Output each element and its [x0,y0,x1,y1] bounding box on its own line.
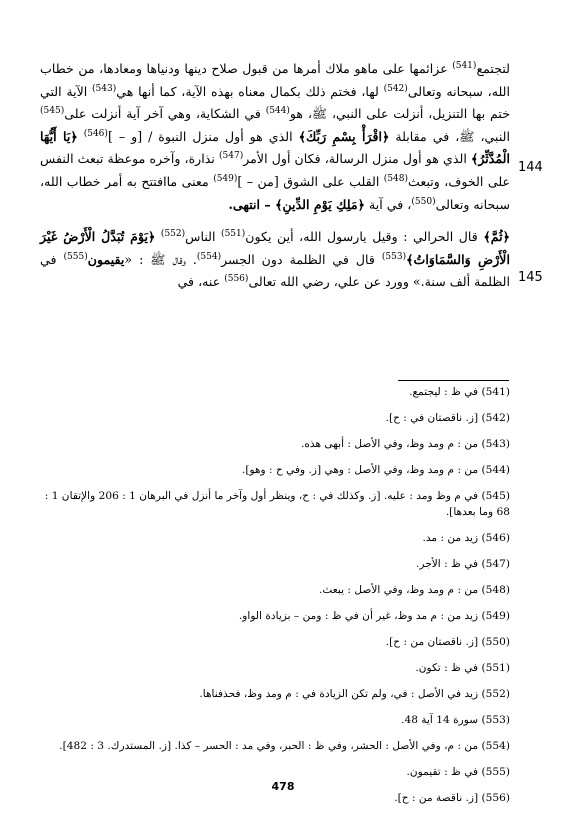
text-run: معنى ماافتتح به أمر خطاب الله، سبحانه وتعالى [40,173,510,212]
text-run: النبي، ﷺ، في مقابلة [389,128,510,144]
footnotes-list [40,384,510,816]
footnote-ref: (544) [265,106,290,116]
paragraph-145 [40,226,510,294]
footnote-item: (548) من : م ومد وظ، وفي الأصل : يبعث. [319,584,510,596]
footnote-ref: (555) [63,251,88,262]
footnote-ref: (549) [213,173,238,184]
paragraph-143-continued [40,58,510,216]
margin-number-144: 144 [518,160,543,175]
footnote-ref: (550) [411,196,436,207]
text-run: ، في آية [365,196,412,212]
footnote-ref: (552) [160,228,186,239]
text-run: لها، فختم ذلك بكمال معناه بهذه الآية، كما أنها هي [116,83,384,99]
quran-quote: ﴿ثُمَّ﴾ [483,229,510,245]
footnote-ref: (556) [224,274,249,285]
footnote-item: (555) في ظ : تقيمون. [406,766,510,778]
footnote-item: (543) من : م ومد وظ، وفي الأصل : أبهى هذه. [301,438,510,450]
text-run: الناس [185,229,222,245]
footnote-item: (546) زيد من : مد. [422,532,510,544]
text-run: قال في الظلمة دون الجسر [221,251,382,267]
text-run: الآية التي ختم بها التنزيل، أنزلت على النبي، ﷺ، هو [40,83,510,122]
footnote-ref: (548) [383,173,409,184]
footnote-item: (549) زيد من : م مد وظ، غير أن في ظ : ومن – بزيادة الواو. [238,610,510,622]
text-run: . وقال ﷺ : « [124,251,197,267]
text-run: في الظلمة ألف سنة.» وورد عن علي، رضي الله تعالى [40,251,510,290]
text-run: عنه، في [177,274,225,290]
footnote-ref: (541) [452,60,477,71]
text-run: في الشكاية، وهي آخر آية أنزلت على [64,106,266,122]
margin-number-145: 145 [518,270,543,285]
quran-quote: ﴿اقْرَأْ بِسْمِ رَبِّكَ﴾ [298,128,390,144]
text-run: الذي هو أول منزل الرسالة، فكان أول الأمر [243,151,471,167]
text-run: نذارة، وآخره موعظة تبعث النفس على الخوف، وتبعث [40,151,510,189]
footnote-ref: (551) [221,228,246,239]
quran-quote: ﴿يَوْمَ تُبَدَّلُ الْأَرْضُ غَيْرَ الْأَرْضِ وَالسَّمَاوَاتُ﴾ [40,229,510,267]
footnote-item: (545) في م وظ ومد : عليه. [ز. وكذلك في : ح، وينظر أول وآخر ما أنزل في البرهان 1 : 206 والإتقان 1 : 68 وما بعدها]. [44,490,510,518]
footnote-item: (553) سورة 14 آية 48. [401,714,510,726]
text-run: الذي هو أول منزل النبوة / [و – ] [107,128,299,144]
footnote-ref: (542) [383,83,408,94]
quran-quote: ﴿يَا أَيُّهَا الْمُدَّثِّرُ﴾ [40,128,510,167]
footnote-item: (551) في ظ : تكون. [415,662,510,674]
footnote-item: (556) [ز. ناقصة من : ح]. [394,792,510,804]
footnote-item: (552) زيد في الأصل : في، ولم تكن الزيادة في : م ومد وظ، فحذفناها. [199,688,510,700]
footnote-ref: (554) [196,251,222,262]
text-run: – انتهى. [228,196,276,212]
text-run: عزائمها على ماهو ملاك أمرها من قبول صلاح دينها ودنياها ومعادها، من خطاب الله، سبحانه وتعالى [40,61,510,99]
text-run: القلب على الشوق [من – ] [237,173,384,189]
footnote-ref: (543) [92,83,117,94]
footnote-ref: (545) [40,106,65,116]
hadith-word: يقيمون [87,251,125,267]
text-run: لتجتمع [476,61,510,76]
footnote-ref: (553) [381,251,407,262]
footnote-ref: (546) [83,128,108,139]
footnote-item: (541) في ظ : ليجتمع. [409,386,510,398]
quran-quote: ﴿مَلِكِ يَوْمِ الدِّينِ﴾ [275,196,365,212]
footnote-item: (544) من : م ومد وظ، وفي الأصل : وهي [ز. وفي ح : وهو]. [241,464,510,476]
page-number: 478 [271,780,295,793]
footnote-item: (547) في ظ : الأجر. [416,558,510,570]
footnote-item: (550) [ز. ناقصتان من : ح]. [385,636,510,648]
footnote-ref: (547) [219,151,244,162]
text-run: قال الحرالي : وقيل يارسول الله، أين يكون [245,229,484,245]
footnote-item: (554) من : م، وفي الأصل : الحشر، وفي ظ : الحبر، وفي مد : الحسر – كذا. [ز. المستدرك. 3 : 482]. [59,740,510,752]
main-text [40,58,510,294]
footnote-divider [398,380,509,381]
footnote-item: (542) [ز. ناقصتان في : ح]. [385,412,510,424]
